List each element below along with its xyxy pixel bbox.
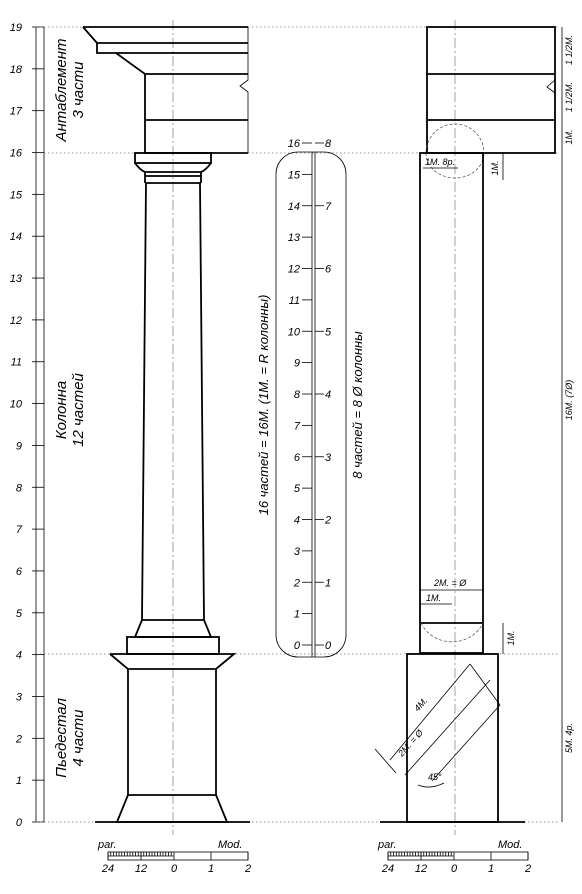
shaft-right (200, 183, 204, 620)
ruler-left-label: 6 (293, 451, 300, 464)
ruler-left-label: 2 (293, 577, 300, 590)
ruler-left-label: 13 (287, 232, 300, 245)
scale-tick-label: 16 (9, 147, 22, 160)
ruler-left-label: 1 (293, 608, 300, 621)
scale-tick-label: 8 (15, 482, 22, 495)
angle-arc (418, 783, 444, 787)
left-height-scale (10, 22, 44, 829)
diag-top-label: 4М. (412, 695, 430, 714)
module-ruler (256, 138, 365, 657)
graphic-scale-left (97, 839, 251, 875)
scale-tick-label: 10 (9, 398, 22, 411)
ruler-left-label: 3 (293, 545, 300, 558)
scale-tick-label: 4 (15, 649, 22, 662)
vertical-dims (490, 27, 574, 822)
ruler-left-label: 15 (287, 169, 300, 182)
pedestal (95, 654, 250, 822)
scale-tick-label: 0 (170, 863, 178, 875)
ruler-caption-right: 8 частей = 8 Ø колонны (350, 331, 365, 479)
ent-top-label: 1 1/2М. (564, 34, 574, 66)
scale-tick-label: 7 (15, 524, 22, 537)
scale-tick-label: 1 (487, 863, 495, 875)
diagonal-cap (470, 664, 500, 705)
column-base (127, 620, 219, 654)
ruler-right-label: 7 (325, 200, 332, 213)
diagonal-end (375, 749, 396, 773)
column-elevation (83, 20, 250, 835)
ruler-left-label: 4 (293, 514, 300, 527)
ent-bottom-label: 1М. (564, 129, 574, 145)
scale-ticks (10, 22, 44, 829)
ruler-left-label: 10 (287, 326, 300, 339)
ruler-right-label: 4 (325, 389, 332, 401)
ruler-left-label: 0 (293, 640, 300, 652)
scale-tick-label: 5 (15, 607, 22, 620)
scale-tick-label: 12 (9, 314, 22, 327)
ruler-frame (276, 152, 346, 657)
scale-tick-label: 2 (524, 863, 532, 875)
ruler-left-label: 12 (287, 263, 300, 276)
ruler-right-scale (315, 138, 332, 652)
scale-mod-label: Mod. (218, 839, 243, 851)
scale-tick-label: 17 (9, 105, 22, 118)
scale-tick-label: 6 (15, 565, 22, 578)
diagonal-main (405, 680, 490, 775)
diagonal-construction (375, 664, 500, 787)
base-diameter-label: 2М. = Ø (434, 578, 467, 588)
ruler-right-label: 2 (325, 514, 332, 527)
scale-tick-label: 11 (10, 356, 22, 369)
horizontal-dims (420, 157, 483, 604)
scale-tick-label: 24 (381, 863, 395, 875)
diagonal-outer (432, 705, 500, 781)
ruler-right-label: 5 (325, 326, 332, 339)
ruler-left-label: 5 (293, 483, 300, 496)
scale-tick-label: 24 (101, 863, 115, 875)
scale-tick-label: 1 (207, 863, 215, 875)
pedestal-base (117, 795, 227, 822)
scale-par-label: par. (98, 839, 117, 851)
scale-tick-label: 18 (9, 63, 22, 76)
cornice-edge (83, 27, 248, 43)
ruler-right-label: 8 (325, 138, 332, 150)
proportion-diagram (375, 20, 574, 835)
cornice-band (97, 43, 248, 53)
entablature-label: Антаблемент (53, 38, 70, 142)
scale-tick-label: 9 (15, 440, 22, 453)
scale-par-label: par. (378, 839, 397, 851)
scale-tick-label: 0 (450, 863, 458, 875)
scale-tick-label: 14 (9, 231, 22, 244)
diag-bottom-label: 2М. = Ø (396, 727, 426, 759)
base-height-label: 1М. (506, 630, 516, 646)
ruler-left-scale (288, 138, 312, 652)
pedestal-label: Пьедестал (53, 698, 70, 778)
scale-tick-label: 2 (244, 863, 252, 875)
ruler-caption-left: 16 частей = 16М. (1М. = R колонны) (256, 294, 271, 516)
scale-tick-label: 0 (15, 817, 22, 829)
shaft-left (142, 183, 146, 620)
scale-tick-label: 13 (9, 273, 22, 286)
scale-tick-label: 12 (134, 863, 148, 875)
scale-tick-label: 15 (9, 189, 22, 202)
capital-width-label: 1М. 8р. (425, 157, 456, 167)
cornice-soffit (116, 53, 248, 74)
scale-tick-label: 3 (15, 691, 22, 704)
ruler-right-label: 0 (325, 640, 332, 652)
graphic-scale-right (377, 839, 531, 875)
break-line (240, 27, 248, 153)
capital-height-label: 1М. (490, 160, 500, 176)
scale-tick-label: 19 (9, 22, 22, 34)
pedestal-height-label: 5М. 4р. (564, 722, 574, 754)
pedestal-sublabel: 4 части (70, 709, 87, 767)
pedestal-cornice (110, 654, 234, 669)
ruler-left-label: 11 (288, 294, 300, 307)
column-sublabel: 12 частей (70, 373, 87, 447)
scale-tick-label: 12 (414, 863, 428, 875)
angle-label: 45° (428, 772, 442, 782)
entablature-block (427, 27, 555, 153)
ent-mid-label: 1 1/2М. (564, 81, 574, 113)
ruler-left-label: 8 (293, 389, 300, 401)
ruler-left-label: 7 (293, 420, 300, 433)
ruler-left-label: 9 (293, 357, 300, 370)
base-radius-label: 1М. (426, 593, 442, 603)
base-circle (421, 623, 483, 642)
column-label: Колонна (53, 380, 70, 440)
ruler-right-label: 6 (325, 263, 332, 276)
scale-tick-label: 1 (15, 775, 22, 788)
scale-tick-label: 2 (15, 733, 22, 746)
entablature (83, 27, 248, 153)
ruler-right-label: 3 (325, 451, 332, 464)
ruler-right-label: 1 (325, 577, 332, 590)
scale-mod-label: Mod. (498, 839, 523, 851)
entablature-sublabel: 3 части (70, 61, 87, 119)
ruler-left-label: 16 (287, 138, 300, 150)
shaft-height-label: 16М. (7Ø) (564, 379, 574, 421)
entablature-break (547, 80, 555, 93)
ruler-left-label: 14 (287, 200, 300, 213)
